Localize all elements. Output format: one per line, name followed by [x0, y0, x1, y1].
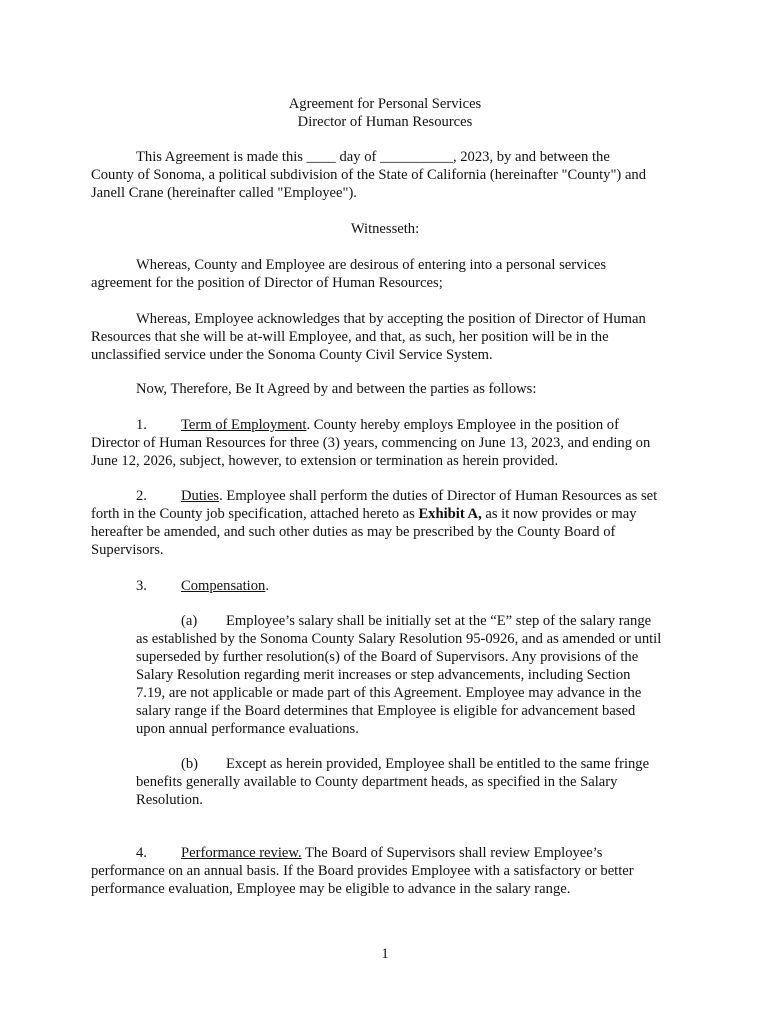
section-4-line-3: performance evaluation, Employee may be eligible to advance in the salary range. [91, 881, 571, 897]
section-4-line-1-rest: The Board of Supervisors shall review Employee’s [301, 845, 603, 861]
section-3b-line-2: benefits generally available to County department heads, as specified in the Salary [136, 774, 618, 790]
section-1-line-1-rest: . County hereby employs Employee in the position of [306, 417, 619, 433]
section-2-number: 2. [136, 488, 147, 504]
whereas1-line-2: agreement for the position of Director of Human Resources; [91, 275, 443, 291]
section-2-line-3: hereafter be amended, and such other duties as may be prescribed by the County Board of [91, 524, 616, 540]
whereas-paragraph-2 [91, 310, 691, 364]
section-4-heading: Performance review. [181, 845, 302, 861]
section-3a-line-6: salary range if the Board determines that Employee is eligible for advancement based [136, 703, 636, 719]
section-1-line-1 [91, 416, 691, 434]
section-2-line-1-rest: . Employee shall perform the duties of Director of Human Resources as set [219, 488, 658, 504]
section-3b-label: (b) [181, 756, 199, 772]
section-3b-benefits [136, 755, 696, 809]
intro-line-3: Janell Crane (hereinafter called "Employee"). [91, 185, 357, 201]
section-3a-line-2: as established by the Sonoma County Salary Resolution 95-0926, and as amended or until [136, 631, 662, 647]
section-1-line-3: June 12, 2026, subject, however, to extension or termination as herein provided. [91, 453, 559, 469]
witnesseth-text: Witnesseth: [350, 221, 420, 237]
intro-line-2: County of Sonoma, a political subdivision of the State of California (hereinafter "County") and [91, 167, 647, 183]
section-3-number: 3. [136, 578, 147, 594]
section-4-number: 4. [136, 845, 147, 861]
title-line-1: Agreement for Personal Services [288, 96, 482, 112]
section-3a-label: (a) [181, 613, 198, 629]
whereas2-line-1: Whereas, Employee acknowledges that by accepting the position of Director of Human [136, 311, 646, 327]
section-2-line-2-a: forth in the County job specification, attached hereto as [91, 506, 419, 522]
section-4-line-1 [91, 844, 691, 862]
section-2-heading: Duties [181, 488, 220, 504]
title-line-2: Director of Human Resources [297, 114, 473, 130]
section-2-line-1 [91, 487, 691, 505]
section-1-heading: Term of Employment [181, 417, 307, 433]
section-3a-line-4: Salary Resolution regarding merit increases or step advancements, including Section [136, 667, 631, 683]
section-1-line-2: Director of Human Resources for three (3) years, commencing on June 13, 2023, and ending on [91, 435, 651, 451]
intro-paragraph [91, 148, 691, 202]
section-2-line-2 [91, 505, 691, 523]
section-1-term [91, 416, 691, 470]
section-3-heading-rest: . [265, 578, 269, 594]
section-4-performance-review [91, 844, 691, 898]
section-3b-line-1 [136, 755, 696, 773]
section-3-compensation [91, 577, 691, 595]
section-3a-line-3: superseded by further resolution(s) of the Board of Supervisors. Any provisions of the [136, 649, 639, 665]
section-2-line-4: Supervisors. [91, 542, 164, 558]
witnesseth-heading [0, 220, 770, 238]
whereas1-line-1: Whereas, County and Employee are desirous of entering into a personal services [136, 257, 607, 273]
whereas2-line-2: Resources that she will be at-will Employee, and that, as such, her position will be in the [91, 329, 609, 345]
document-title [0, 95, 770, 131]
section-3a-salary [136, 612, 696, 738]
section-4-line-2: performance on an annual basis. If the Board provides Employee with a satisfactory or better [91, 863, 634, 879]
section-3a-line-1 [136, 612, 696, 630]
exhibit-a-reference: Exhibit A, [418, 506, 482, 522]
section-3a-line-1-text: Employee’s salary shall be initially set at the “E” step of the salary range [226, 613, 652, 629]
section-2-duties [91, 487, 691, 559]
whereas-paragraph-1 [91, 256, 691, 292]
now-therefore-paragraph [91, 380, 691, 398]
section-3-line-1 [91, 577, 691, 595]
whereas2-line-3: unclassified service under the Sonoma County Civil Service System. [91, 347, 493, 363]
section-1-number: 1. [136, 417, 147, 433]
section-3-heading: Compensation [181, 578, 266, 594]
section-3a-line-7: upon annual performance evaluations. [136, 721, 359, 737]
intro-line-1: This Agreement is made this ____ day of __________, 2023, by and between the [136, 149, 610, 165]
section-2-line-2-b: as it now provides or may [481, 506, 637, 522]
section-3b-line-1-text: Except as herein provided, Employee shall be entitled to the same fringe [226, 756, 650, 772]
section-3b-line-3: Resolution. [136, 792, 203, 808]
page-number [0, 945, 770, 963]
now-therefore-line: Now, Therefore, Be It Agreed by and between the parties as follows: [136, 381, 537, 397]
section-3a-line-5: 7.19, are not applicable or made part of this Agreement. Employee may advance in the [136, 685, 642, 701]
page-number-text: 1 [381, 946, 389, 962]
